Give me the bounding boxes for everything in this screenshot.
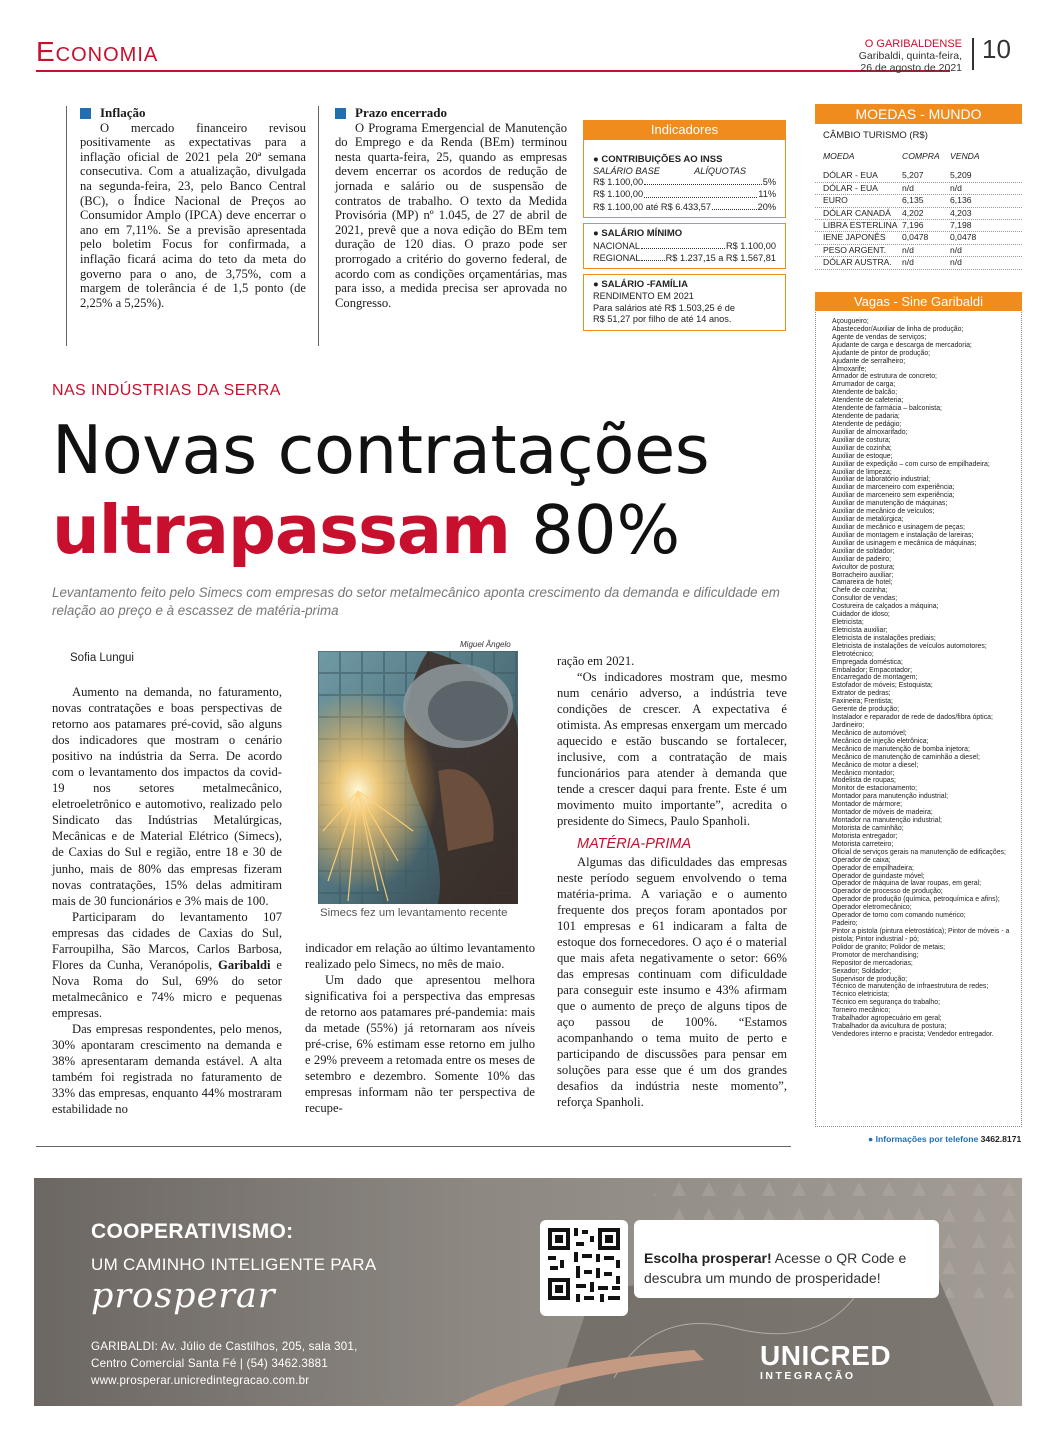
vagas-list-item: Vendedores interno e pracista; Vendedor entregador. [832,1030,994,1038]
moedas-cell: n/d [902,182,914,193]
moedas-cell: 5,209 [950,170,972,181]
inss-row-label: R$ 1.100,00 [593,189,644,200]
vagas-list-item: Costureira de calçados a máquina; [832,603,939,611]
vagas-list-item: Monitor de estacionamento; [832,785,918,793]
vagas-list-item: Mecânico de manutenção de caminhão a diesel; [832,753,980,761]
vagas-list-item: Açougueiro; [832,318,869,325]
vagas-title: Vagas - Sine Garibaldi [815,292,1022,311]
vagas-list-item: Mecânico montador; [832,769,895,777]
vagas-list-item: Gerente de produção; [832,706,900,714]
salario-familia-block [583,274,786,331]
article-bottom-rule [36,1146,791,1147]
salario-minimo-title: ● SALÁRIO MÍNIMO [593,227,683,239]
salario-minimo-row [593,252,776,264]
vagas-list-item: Operador de torno com comando numérico; [832,912,966,920]
note-inflacao-body: O mercado financeiro revisou positivamente as expectativas para a inflação oficial de 2021 pela 20ª semana consecutiva. Com a atualização, divulgada na segunda-feira, 23, pelo Banco Central (BC), o Índice Nacional de Preços ao Consumidor Amplo (IPCA) deve encerrar o ano em 7,11%. Se a previsão apresentada pelo boletim Focus for confirmada, a inflação ficará acima do teto da meta do governo para o ano, de 3,75%, com a margem de tolerância é de 1,5 ponto (de 2,25% a 5,25%). [80,120,306,310]
vagas-list-item: Operador de guindaste móvel; [832,872,925,880]
article-text-bold: Garibaldi [218,957,271,972]
vagas-list-item: Promotor de merchandising; [832,951,919,959]
vagas-list-item: Auxiliar de manutenção de máquinas; [832,500,948,508]
moedas-cell: LIBRA ESTERLINA [823,220,898,231]
unicred-logo-main: UNICRED [760,1340,892,1371]
article-text: Participaram do levantamento 107 empresas das cidades de Caxias do Sul, Farroupilha, São Marcos, Carlos Barbosa, Flores da Cunha, Veranópolis, [52,909,282,972]
vagas-list-item: Agente de vendas de serviços; [832,333,927,341]
salario-minimo-block [583,223,786,270]
moedas-cell: n/d [902,257,914,268]
article-paragraph: Algumas das dificuldades das empresas neste período seguem envolvendo o tema matéria-prima. A variação e o aumento frequente dos preços foram apontados por 101 empresas e 61 indicaram a falta de estoque dos fornecedores. O aço é o material que mais afeta negativamente o setor: 66% das empresas continuam com dificuldade para conseguir este insumo e 43% afirmam que o aumento de preço de alguns tipos de aço passou de 100%. “Estamos acompanhando o tema muito de perto e participando de discussões para pensar em soluções para esse que é um dos grandes desafios da indústria neste momento”, reforça Spanholi. [557,854,787,1110]
moedas-row [815,220,1022,232]
qr-code-icon[interactable] [540,1220,628,1316]
note-prazo [335,106,567,310]
vagas-list-item: Padeiro; [832,920,858,928]
moedas-cell: DÓLAR CANADÁ [823,207,891,218]
headline-line-2 [52,490,680,570]
vagas-list-item: Operador de máquina de lavar roupas, em geral; [832,880,981,888]
paper-name: O GARIBALDENSE [864,38,962,50]
vagas-list-item: Avicultor de postura; [832,563,895,571]
vagas-list-item: Operador de caixa; [832,856,891,864]
vagas-list-item: Eletricista; [832,619,864,627]
page-separator [972,38,974,70]
vagas-list-item: Operador de empilhadeira; [832,864,914,872]
ad-website[interactable]: www.prosperar.unicredintegracao.com.br [91,1374,310,1387]
moedas-cell: IENE JAPONÊS [823,232,886,243]
salario-minimo-value: R$ 1.237,15 a R$ 1.567,81 [665,253,776,264]
moedas-row [815,170,1022,182]
article-text: e Nova Roma do Sul, 69% do setor metalmecânico e 74% micro e pequenas empresas. [52,957,282,1020]
salario-familia-title: ● SALÁRIO -FAMÍLIA [593,279,688,291]
vagas-list-item: Motorista de caminhão; [832,825,904,832]
header-rule [36,70,950,72]
vagas-list-item: Instalador e reparador de rede de dados/fibra óptica; [832,714,993,722]
inss-row-value: 20% [757,201,776,212]
moedas-header-row [815,151,1022,162]
salario-familia-line: RENDIMENTO EM 2021 [593,291,694,302]
moedas-header: COMPRA [902,151,940,161]
note-inflacao-title: Inflação [80,106,306,121]
article-byline: Sofia Lungui [70,652,134,664]
vagas-list-item: Ajudante de carga e descarga de mercadoria; [832,341,972,349]
article-paragraph: “Os indicadores mostram que, mesmo num cenário adverso, a indústria teve condições de crescer. A expectativa é otimista. As empresas enxergam um mercado aquecido e estão buscando se fortalecer, inclusive, com a contratação de mais funcionários para atender à demanda que tende a crescer daqui para frente. Este é um movimento muito importante”, acredita o presidente do Simecs, Paulo Spanholi. [557,670,787,829]
headline-red-word: ultrapassam [52,491,510,569]
vagas-list-item: Pintor a pistola (pintura eletrostática); Pintor de móveis - a pistola; Pintor industrial - pó; [832,927,1010,943]
vagas-list-item: Auxiliar de laboratório industrial; [832,476,931,484]
vagas-list-item: Mecânico de injeção eletrônica; [832,737,929,745]
vagas-list-item: Embalador; Empacotador; [832,666,913,674]
vagas-list-item: Auxiliar de marceneiro sem experiência; [832,492,955,500]
vagas-list-item: Técnico de manutenção de infraestrutura de redes; [832,983,989,991]
section-title: Economia [36,36,159,67]
vagas-list-item: Extrator de pedras; [832,690,891,698]
moedas-row [815,245,1022,257]
vagas-list-item: Almoxarife; [832,365,867,373]
moedas-cell: 7,196 [902,220,924,231]
moedas-row [815,183,1022,195]
vagas-list-item: Oficial de serviços gerais na manutenção de edificações; [832,848,1006,856]
date-line-2: 26 de agosto de 2021 [860,62,962,74]
indicadores-box [583,120,786,336]
note-prazo-body: O Programa Emergencial de Manutenção do Emprego e da Renda (BEm) terminou nesta quarta-feira, 25, quando as empresas devem encerrar os acordos de redução de jornada e salário ou de suspensão de contratos de trabalho. O texto da Medida Provisória (MP) nº 1.045, de 27 de abril de 2021, prevê que a nova edição do BEm tem duração de 120 dias. O prazo pode ser prorrogado a critério do governo federal, de acordo com as condições orçamentárias, mas para isso, a medida precisa ser aprovada no Congresso. [335,120,567,310]
vagas-header [815,292,1022,311]
vagas-list-item: Montador de mármore; [832,801,903,809]
vagas-list-item: Trabalhador agropecuário em geral; [832,1015,942,1023]
vagas-list-item: Atendente de balcão; [832,389,898,397]
vagas-list [832,318,1020,1039]
moedas-cell: n/d [902,244,914,255]
vagas-list-item: Arrumador de carga; [832,381,896,389]
note-divider-middle [318,106,319,346]
vagas-contact [868,1134,1021,1144]
note-prazo-title: Prazo encerrado [335,106,567,121]
vagas-list-item: Modelista de roupas; [832,777,896,785]
vagas-list-item: Armador de estrutura de concreto; [832,373,937,381]
article-column-1 [52,684,282,1117]
vagas-contact-phone: 3462.8171 [980,1134,1022,1144]
vagas-list-item: Auxiliar de estoque; [832,452,893,460]
indicadores-title: Indicadores [583,120,786,140]
ad-address-line: GARIBALDI: Av. Júlio de Castilhos, 205, sala 301, [91,1340,358,1353]
article-paragraph: Aumento na demanda, no faturamento, novas contratações e boas perspectivas de retorno aos patamares pré-covid, são alguns dos indicadores que mostram o cenário positivo na indústria da Serra. De acordo com o levantamento dos impactos da covid-19 nos setores metalmecânico, eletroeletrônico e automotivo, realizado pelo Sindicato das Indústrias Metalúrgicas, Mecânicas e de Material Elétrico (Simecs), de Caxias do Sul e região, entre 18 e 30 de junho, mais de 80% das empresas fizeram novas contratações, 15% delas admitiram mais de 30 funcionários e 3% mais de 100. [52,685,282,908]
article-paragraph [52,909,282,1021]
moedas-row [815,208,1022,220]
inss-block [583,140,786,218]
inss-row-label: R$ 1.100,00 [593,177,644,187]
vagas-list-item: Atendente de cafeteria; [832,397,904,405]
headline-line-1: Novas contratações [52,411,710,489]
ad-speech-bubble [634,1220,939,1298]
inss-row-label: R$ 1.100,00 até R$ 6.433,57 [593,201,711,212]
inss-col-aliquotas: ALÍQUOTAS [694,166,746,176]
article-paragraph: Um dado que apresentou melhora significativa foi a perspectiva das empresas de retorno aos patamares pré-pandemia: mais da metade (55%) já retornaram aos níveis pré-crise, 6% estimam esse retorno em julho e 29% preveem a retomada entre os meses de setembro e dezembro. Somente 10% das empresas informam não ter perspectiva de recupe- [305,973,535,1116]
vagas-contact-label: ● Informações por telefone [868,1134,979,1144]
vagas-list-item: Polidor de granito; Polidor de metais; [832,943,945,951]
ad-bubble-line: Acesse o QR Code e [771,1250,907,1266]
unicred-logo-sub: INTEGRAÇÃO [760,1370,856,1382]
moedas-cell: EURO [823,195,848,206]
inss-row [593,201,776,213]
moedas-cell: 4,202 [902,207,924,218]
moedas-cell: DÓLAR - EUA [823,170,878,181]
vagas-list-item: Eletrotécnico; [832,650,874,658]
article-paragraph: Das empresas respondentes, pelo menos, 30% apontaram crescimento na demanda e 38% apresentaram demanda estável. A alta também foi registrada no faturamento de 33% das empresas, enquanto 44% mostraram estabilidade no [52,1021,282,1117]
article-subhead: MATÉRIA-PRIMA [577,835,692,852]
salario-minimo-value: R$ 1.100,00 [725,240,776,251]
vagas-list-item: Auxiliar de marceneiro com experiência; [832,484,955,492]
vagas-list-item: Ajudante de serralheiro; [832,357,906,365]
photo-credit: Miguel Ângelo [460,640,511,649]
salario-familia-line: R$ 51,27 por filho de até 14 anos. [593,314,732,325]
vagas-list-item: Auxiliar de metalúrgica; [832,516,904,524]
moedas-title: MOEDAS - MUNDO [815,104,1022,124]
vagas-list-item: Eletricista auxiliar; [832,626,888,634]
inss-row [593,176,776,188]
vagas-list-item: Auxiliar de montagem e instalação de lareiras; [832,531,974,539]
salario-familia-line: Para salários até R$ 1.503,25 é de [593,302,735,313]
moedas-header: VENDA [950,151,980,161]
moedas-cell: 5,207 [902,170,924,181]
headline-percentage: 80% [531,491,681,569]
article-standfirst: Levantamento feito pelo Simecs com empresas do setor metalmecânico aponta crescimento da demanda e dificuldade em relação ao preço e à escassez de matéria-prima [52,585,780,618]
moedas-header: MOEDA [823,151,855,161]
welding-photo [318,651,518,904]
vagas-list-item: Torneiro mecânico; [832,1007,891,1015]
vagas-list-item: Auxiliar de usinagem e mecânica de máquinas; [832,539,977,547]
vagas-list-item: Mecânico de automóvel; [832,729,907,737]
moedas-cell: 0,0478 [902,232,929,243]
unicred-logo [760,1340,891,1382]
vagas-list-item: Técnico em segurança do trabalho; [832,999,941,1007]
vagas-list-item: Auxiliar de almoxarifado; [832,428,908,436]
vagas-list-item: Atendente de pedágio; [832,420,902,428]
vagas-list-item: Auxiliar de padeiro; [832,555,891,563]
vagas-list-item: Sexador; Soldador; [832,967,891,975]
salario-minimo-label: REGIONAL [593,253,641,264]
vagas-list-item: Eletricista de instalações de veículos automotores; [832,642,987,650]
note-divider-left [66,106,67,346]
ad-script-word: prosperar [91,1276,276,1316]
vagas-list-item: Trabalhador da avicultura de postura; [832,1023,947,1031]
ad-bubble-text [644,1248,906,1288]
moedas-box [815,104,1022,270]
inss-col-base: SALÁRIO BASE [593,166,660,176]
vagas-list-item: Auxiliar de mecânico de veículos; [832,508,935,516]
moedas-cell: 6,135 [902,195,924,206]
article-column-3 [557,653,787,1110]
vagas-list-item: Repositor de mercadorias; [832,959,913,967]
vagas-list-item: Auxiliar de limpeza; [832,468,892,476]
vagas-list-item: Encarregado de montagem; [832,674,918,682]
moedas-table [815,170,1022,269]
ad-bubble-bold: Escolha prosperar! [644,1250,772,1266]
vagas-list-item: Motorista entregador; [832,832,898,840]
vagas-list-item: Montador de móveis de madeira; [832,809,933,817]
moedas-cell: DÓLAR AUSTRA. [823,257,892,268]
vagas-list-item: Empregada doméstica; [832,658,903,666]
moedas-cell: 4,203 [950,207,972,218]
vagas-list-item: Cuidador de idoso; [832,611,890,619]
vagas-list-item: Faxineira; Frentista; [832,698,893,706]
ad-address-line: Centro Comercial Santa Fé | (54) 3462.3881 [91,1357,328,1370]
vagas-list-item: Montador na manutenção industrial; [832,817,942,825]
vagas-list-item: Ajudante de pintor de produção; [832,349,931,357]
vagas-list-item: Consultor de vendas; [832,595,898,603]
vagas-list-item: Motorista carreteiro; [832,840,894,848]
moedas-cell: DÓLAR - EUA [823,182,878,193]
salario-minimo-label: NACIONAL [593,240,640,251]
vagas-list-item: Técnico eletricista; [832,991,890,999]
inss-subheader [593,166,776,176]
inss-row [593,188,776,200]
moedas-cell: PESO ARGENT. [823,244,887,255]
ad-subline: UM CAMINHO INTELIGENTE PARA [91,1255,377,1274]
vagas-list-item: Camareira de hotel; [832,579,893,587]
inss-row-value: 5% [762,177,776,187]
moedas-cell: 7,198 [950,220,972,231]
date-line-1: Garibaldi, quinta-feira, [858,50,962,62]
vagas-list-item: Montador para manutenção industrial; [832,793,949,801]
moedas-cell: n/d [950,244,962,255]
ad-bubble-line: descubra um mundo de prosperidade! [644,1270,881,1286]
article-paragraph: indicador em relação ao último levantamento realizado pelo Simecs, no mês de maio. [305,941,535,972]
vagas-list-item: Jardineiro; [832,722,865,730]
vagas-list-item: Operador de produção (química, petroquímica e afins); [832,896,1000,904]
moedas-subtitle: CÂMBIO TURISMO (R$) [823,130,928,141]
vagas-list-item: Mecânico de manutenção de bomba injetora; [832,745,970,753]
moedas-row [815,232,1022,244]
note-inflacao [80,106,306,310]
vagas-list-item: Operador eletromecânico; [832,904,912,912]
inss-row-value: 11% [758,189,776,200]
vagas-list-item: Operador de processo de produção; [832,888,943,896]
vagas-list-item: Atendente de padaria; [832,413,900,421]
moedas-row [815,257,1022,269]
moedas-cell: 6,136 [950,195,972,206]
page-number: 10 [982,34,1011,64]
ad-headline: COOPERATIVISMO: [91,1220,294,1243]
vagas-list-item: Eletricista de instalações prediais; [832,634,936,642]
vagas-list-item: Borracheiro auxiliar; [832,571,894,579]
vagas-list-item: Estofador de móveis; Estoquista; [832,682,933,690]
salario-minimo-row [593,240,776,252]
photo-caption: Simecs fez um levantamento recente [320,907,508,919]
vagas-list-item: Auxiliar de costura; [832,436,891,444]
article-column-2 [305,940,535,1117]
vagas-box [815,312,1022,1127]
article-kicker: NAS INDÚSTRIAS DA SERRA [52,382,281,399]
moedas-cell: n/d [950,182,962,193]
article-paragraph: ração em 2021. [557,654,635,668]
vagas-list-item: Chefe de cozinha; [832,587,888,595]
moedas-cell: n/d [950,257,962,268]
vagas-list-item: Auxiliar de expedição – com curso de empilhadeira; [832,460,990,468]
unicred-advertisement[interactable] [34,1178,1022,1406]
inss-title: ● CONTRIBUIÇÕES AO INSS [593,154,723,165]
vagas-list-item: Abastecedor/Auxiliar de linha de produção; [832,325,964,333]
vagas-list-item: Auxiliar de cozinha; [832,444,892,452]
vagas-list-item: Auxiliar de mecânico e usinagem de peças; [832,523,965,531]
paper-meta [859,38,962,74]
vagas-list-item: Supervisor de produção; [832,975,908,983]
vagas-list-item: Atendente de farmácia – balconista; [832,405,942,413]
vagas-list-item: Mecânico de motor a diesel; [832,761,919,769]
moedas-cell: 0,0478 [950,232,977,243]
moedas-row [815,195,1022,207]
vagas-list-item: Auxiliar de soldador; [832,547,895,555]
